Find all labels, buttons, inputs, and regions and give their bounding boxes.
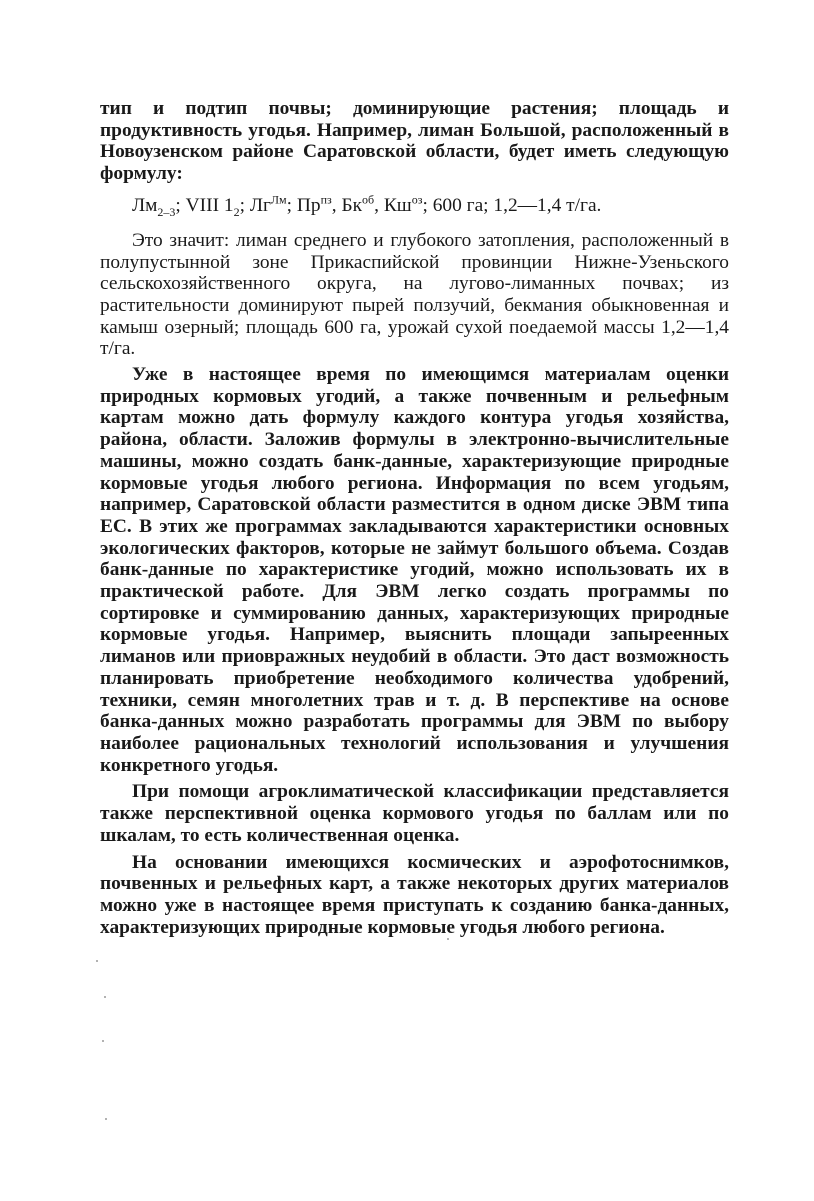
formula-liman: Лм (132, 194, 158, 216)
paragraph-explanation: Это значит: лиман среднего и глубокого затопления, расположенный в полупустынной зоне Прикаспийской провинции Нижне-Узеньского сельскохозяйственного округа, на лугово-лиманных почвах; из растительности доминируют пырей ползучий, бекмания обыкновенная и камыш озерный; площадь 600 га, урожай сухой поедаемой массы 1,2—1,4 т/га. (100, 229, 729, 360)
paragraph-agroclimatic: При помощи агроклиматической классификации представляется также перспективной оценка кормового угодья по баллам или по шкалам, то есть количественная оценка. (100, 781, 729, 846)
formula-ksh-sup: оз (411, 192, 423, 207)
formula-zone-sub: 2 (233, 204, 240, 219)
formula-rest: ; 600 га; 1,2—1,4 т/га. (422, 194, 602, 216)
formula-line (132, 194, 729, 218)
formula-zone: ; VIII 1 (175, 194, 234, 216)
formula-pr-sup: пз (320, 192, 332, 207)
formula-pr: ; Пр (286, 194, 321, 216)
formula-soil-sup: Лм (270, 192, 287, 207)
paragraph-intro: тип и подтип почвы; доминирующие растения; площадь и продуктивность угодья. Например, лиман Большой, расположенный в Новоузенском районе Саратовской области, будет иметь следующую формулу: (100, 98, 729, 185)
formula-bk-sup: об (362, 192, 375, 207)
paragraph-conclusion: На основании имеющихся космических и аэрофотоснимков, почвенных и рельефных карт, а также некоторых других материалов можно уже в настоящее время приступать к созданию банка-данных, характеризующих природные кормовые угодья любого региона. (100, 851, 729, 938)
formula-bk: , Бк (331, 194, 363, 216)
paragraph-databank: Уже в настоящее время по имеющимся материалам оценки природных кормовых угодий, а также почвенным и рельефным картам можно дать формулу каждого контура угодья хозяйства, района, области. Заложив формулы в электронно-вычислительные машины, можно создать банк-данные, характеризующие природные кормовые угодья любого региона. Информация по всем угодьям, например, Саратовской области разместится в одном диске ЭВМ типа ЕС. В этих же программах закладываются характеристики основных экологических факторов, которые не займут большого объема. Создав банк-данные по характеристике угодий, можно использовать их в практической работе. Для ЭВМ легко создать программы по сортировке и суммированию данных, характеризующих природные кормовые угодья. Например, выяснить площади запыреенных лиманов или приовражных неудобий в области. Это даст возможность планировать приобретение необходимого количества удобрений, техники, семян многолетних трав и т. д. В перспективе на основе банка-данных можно разработать программы для ЭВМ по выбору наиболее рациональных технологий использования и улучшения конкретного угодья. (100, 364, 729, 776)
formula-soil: ; Лг (239, 194, 271, 216)
formula-liman-sub: 2–3 (157, 204, 176, 219)
formula-ksh: , Кш (374, 194, 412, 216)
